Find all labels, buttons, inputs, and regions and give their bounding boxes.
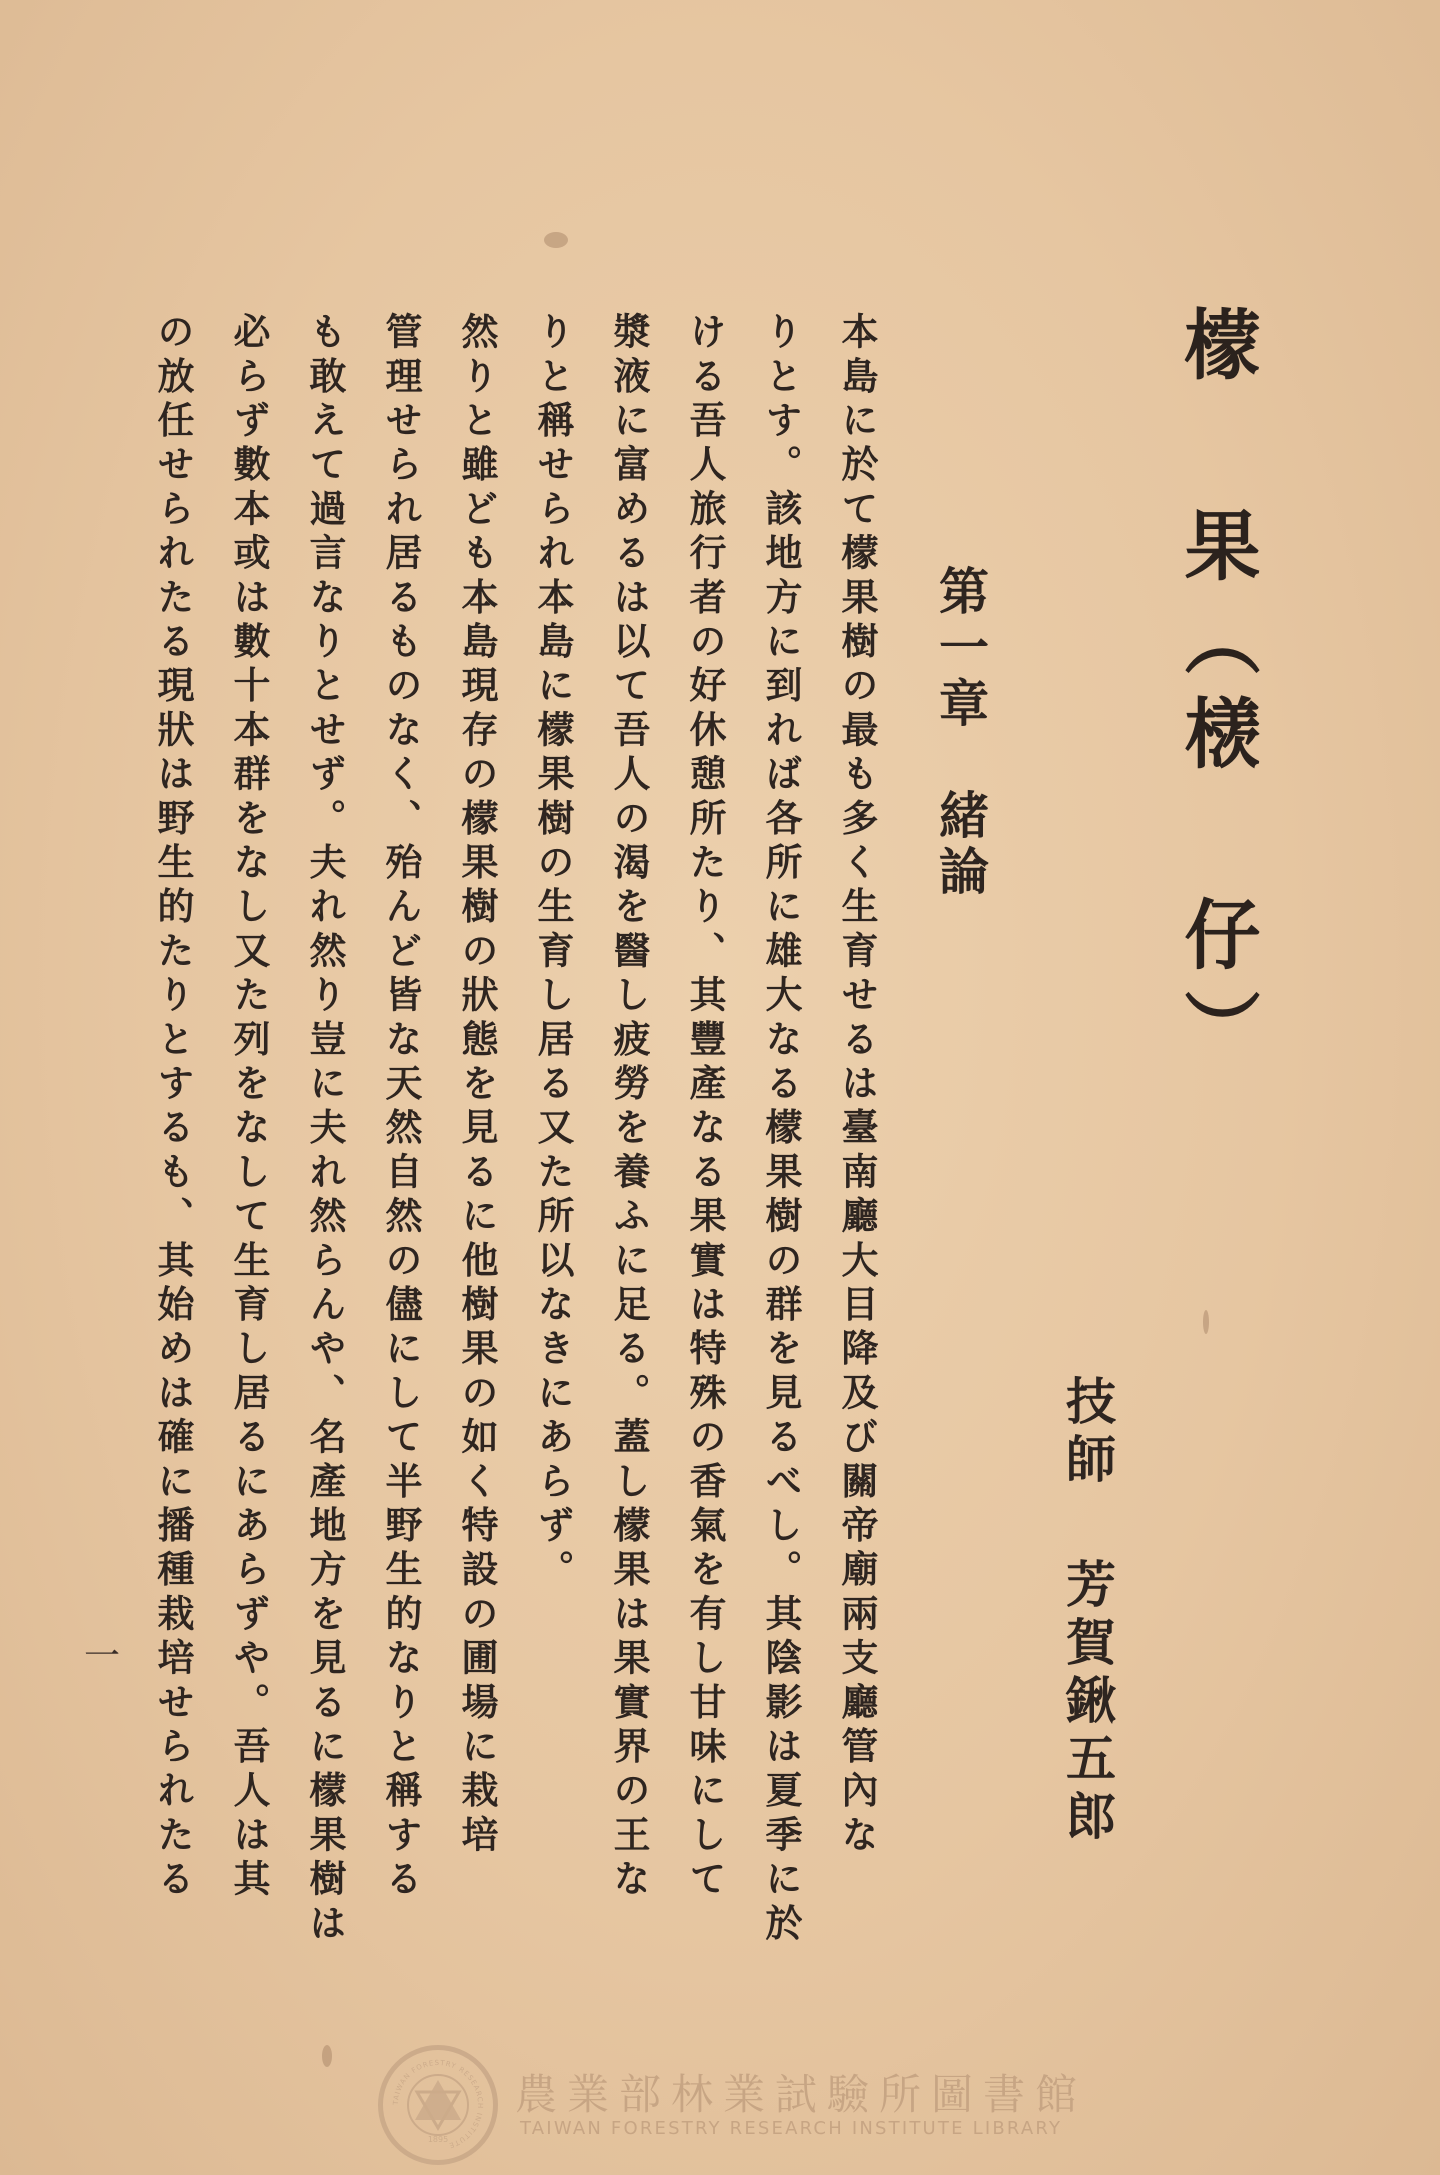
seal-ring-text: TAIWAN FORESTRY RESEARCH INSTITUTE bbox=[391, 2058, 485, 2150]
document-title: 檬 果（檨 仔） bbox=[1172, 305, 1261, 1083]
paper-spot bbox=[544, 232, 568, 248]
library-seal-emblem-icon bbox=[383, 2050, 493, 2160]
body-line: りとす。該地方に到れば各所に雄大なる檬果樹の群を見るべし。其陰影は夏季に於 bbox=[759, 312, 803, 1948]
author-line: 技師 芳賀鍬五郎 bbox=[1058, 1375, 1117, 1848]
body-line: ける吾人旅行者の好休憩所たり、其豐產なる果實は特殊の香氣を有し甘味にして bbox=[683, 312, 727, 1904]
library-name-english: TAIWAN FORESTRY RESEARCH INSTITUTE LIBRARY bbox=[520, 2118, 1063, 2139]
body-line: 漿液に富めるは以て吾人の渴を醫し疲勞を養ふに足る。蓋し檬果は果實界の王な bbox=[607, 312, 651, 1904]
paper-spot bbox=[322, 2045, 332, 2067]
body-line: の放任せられたる現狀は野生的たりとするも、其始めは確に播種栽培せられたる bbox=[151, 312, 195, 1904]
seal-year: 1895 bbox=[427, 2135, 449, 2144]
body-line: 管理せられ居るものなく、殆んど皆な天然自然の儘にして半野生的なりと稱する bbox=[379, 312, 423, 1904]
library-name-chinese: 農業部林業試驗所圖書館 bbox=[515, 2070, 1088, 2119]
body-line: 必らず數本或は數十本群をなし又た列をなして生育し居るにあらずや。吾人は其 bbox=[227, 312, 271, 1904]
body-line: 然りと雖ども本島現存の檬果樹の狀態を見るに他樹果の如く特設の圃場に栽培 bbox=[455, 312, 499, 1859]
chapter-heading: 第一章 緒論 bbox=[931, 565, 990, 901]
library-seal bbox=[378, 2045, 498, 2165]
body-line: も敢えて過言なりとせず。夫れ然り豈に夫れ然らんや、名產地方を見るに檬果樹は bbox=[303, 312, 347, 1948]
body-line: 本島に於て檬果樹の最も多く生育せるは臺南廳大目降及び關帝廟兩支廳管內な bbox=[835, 312, 879, 1859]
paper-spot bbox=[1203, 1310, 1209, 1334]
body-line: りと稱せられ本島に檬果樹の生育し居る又た所以なきにあらず。 bbox=[531, 312, 575, 1594]
page-number: 一 bbox=[84, 1636, 121, 1677]
